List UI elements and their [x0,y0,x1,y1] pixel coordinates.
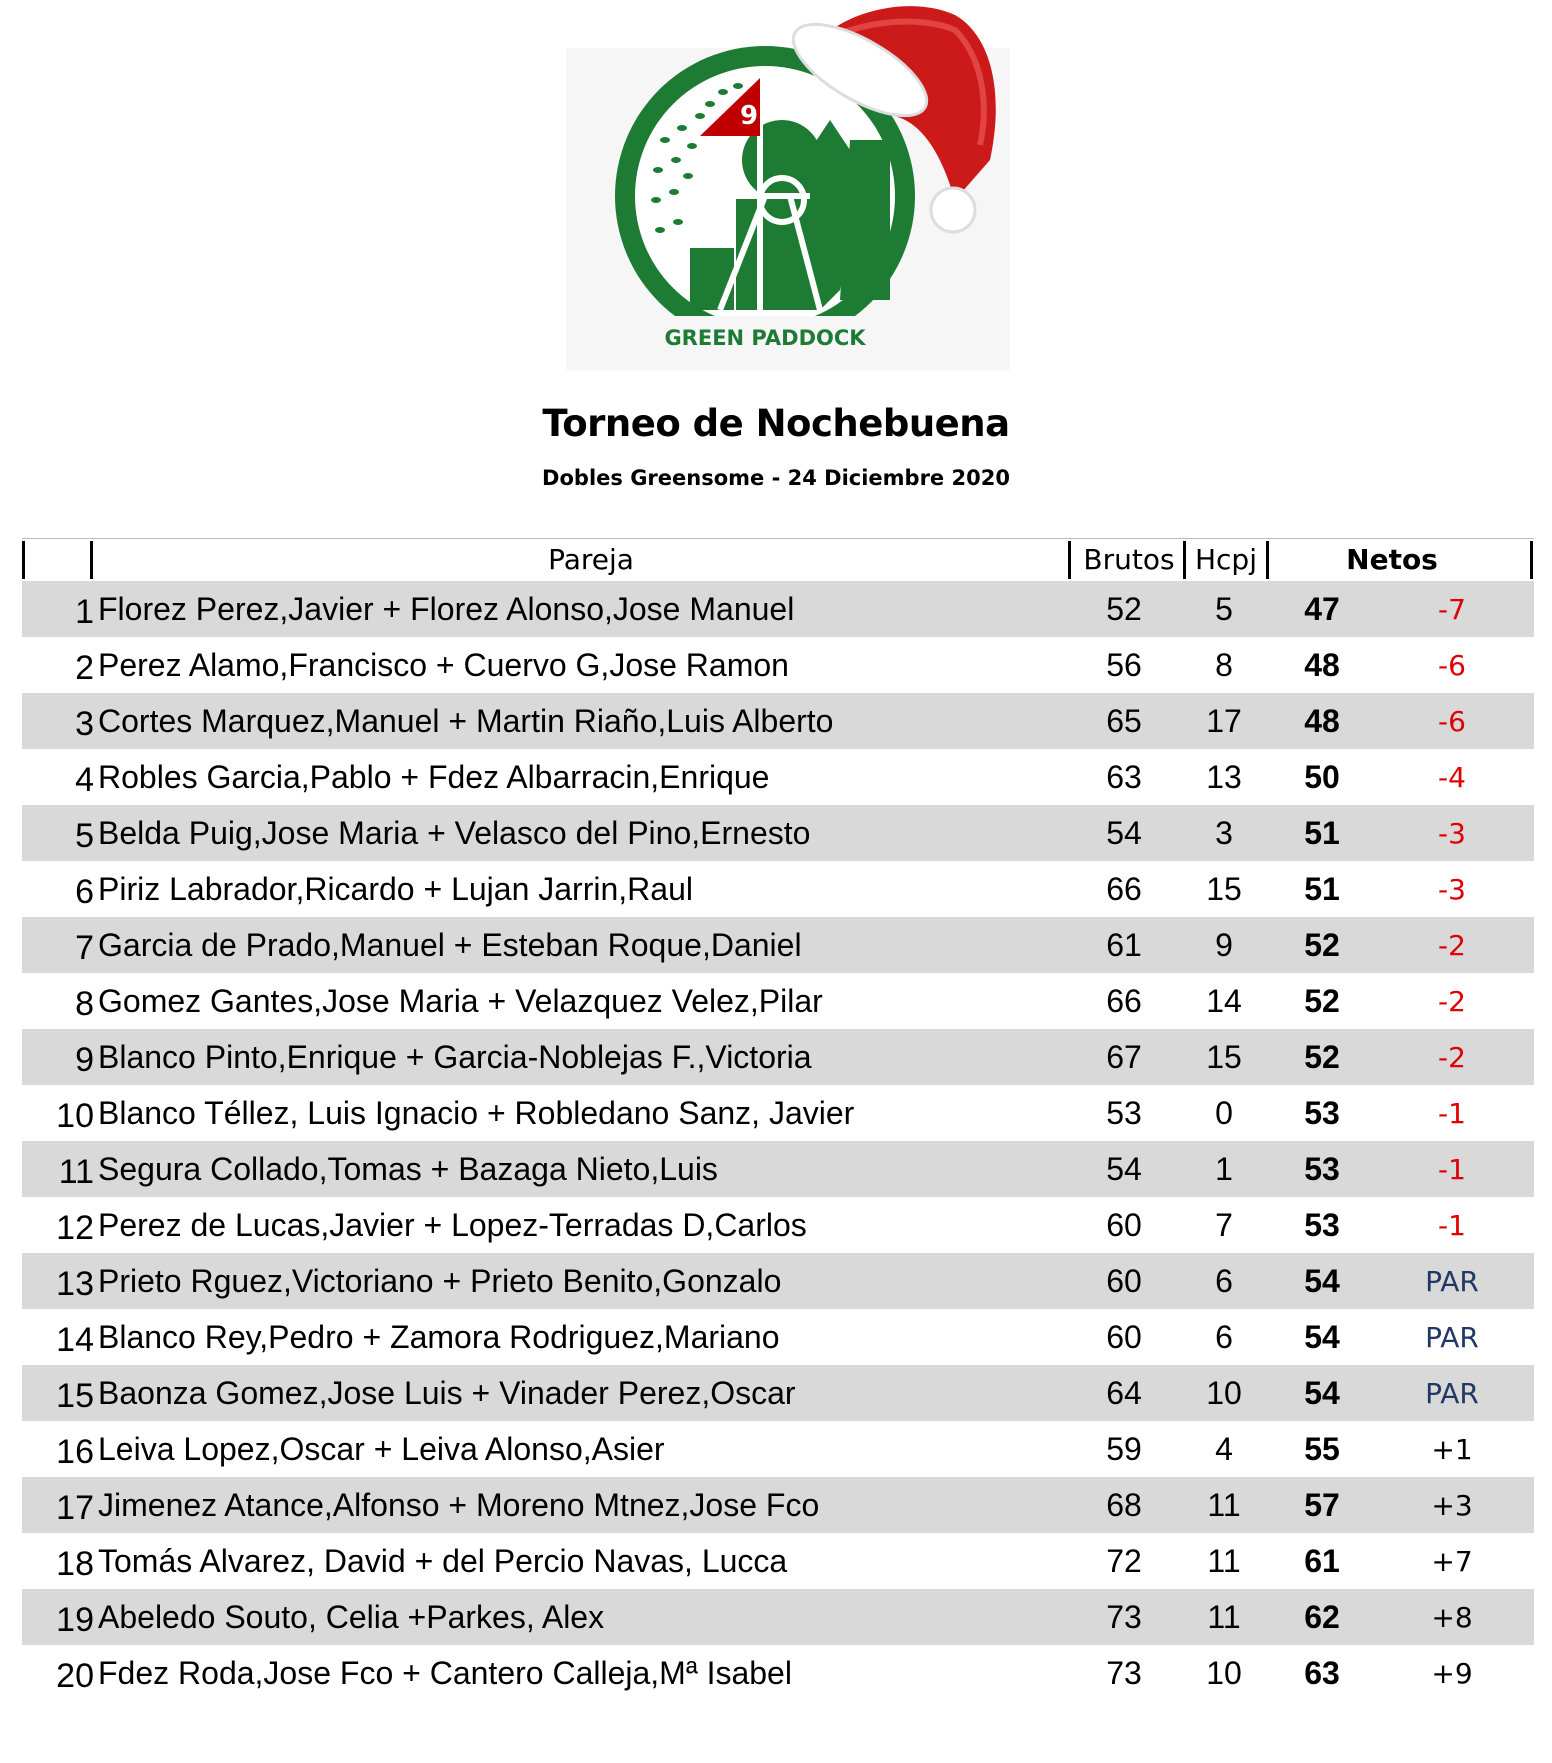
position-cell: 20 [56,1657,94,1695]
pareja-cell: Fdez Roda,Jose Fco + Cantero Calleja,Mª Isabel [98,1655,792,1691]
brutos-cell: 67 [1106,1039,1142,1075]
netos-cell: 47 [1304,591,1340,627]
brutos-cell: 72 [1106,1543,1142,1579]
pareja-cell: Segura Collado,Tomas + Bazaga Nieto,Luis [98,1151,718,1187]
netos-cell: 54 [1304,1263,1340,1299]
brutos-cell: 73 [1106,1599,1142,1635]
netos-cell: 54 [1304,1319,1340,1355]
brutos-cell: 61 [1106,927,1142,963]
brutos-cell: 52 [1106,591,1142,627]
netos-cell: 62 [1304,1599,1340,1635]
diff-cell: -7 [1438,593,1466,626]
hcpj-cell: 6 [1215,1263,1233,1299]
diff-cell: -3 [1438,817,1466,850]
pareja-cell: Abeledo Souto, Celia +Parkes, Alex [98,1599,605,1635]
brutos-cell: 68 [1106,1487,1142,1523]
position-cell: 14 [56,1321,94,1359]
brutos-cell: 54 [1106,1151,1142,1187]
brutos-cell: 60 [1106,1263,1142,1299]
table-row [22,1477,1534,1533]
table-row [22,1309,1534,1365]
pareja-cell: Perez de Lucas,Javier + Lopez-Terradas D,Carlos [98,1207,807,1243]
diff-cell: -1 [1438,1153,1466,1186]
page-title: Torneo de Nochebuena [542,402,1010,445]
hcpj-cell: 15 [1206,1039,1242,1075]
position-cell: 13 [56,1265,94,1303]
position-cell: 11 [58,1153,94,1191]
position-cell: 10 [56,1097,94,1135]
pareja-cell: Leiva Lopez,Oscar + Leiva Alonso,Asier [98,1431,665,1467]
table-row [22,1589,1534,1645]
hcpj-cell: 10 [1206,1375,1242,1411]
diff-cell: -6 [1438,649,1466,682]
table-row [22,1029,1534,1085]
hcpj-cell: 4 [1215,1431,1233,1467]
table-row [22,1253,1534,1309]
pareja-cell: Robles Garcia,Pablo + Fdez Albarracin,Enrique [98,759,770,795]
position-cell: 12 [56,1209,94,1247]
brutos-cell: 54 [1106,815,1142,851]
hcpj-cell: 6 [1215,1319,1233,1355]
brutos-cell: 60 [1106,1207,1142,1243]
pareja-cell: Prieto Rguez,Victoriano + Prieto Benito,Gonzalo [98,1263,782,1299]
netos-cell: 55 [1304,1431,1340,1467]
diff-cell: -4 [1438,761,1466,794]
diff-cell: -3 [1438,873,1466,906]
hcpj-cell: 14 [1206,983,1242,1019]
brutos-cell: 73 [1106,1655,1142,1691]
position-cell: 15 [56,1377,94,1415]
hcpj-cell: 0 [1215,1095,1233,1131]
table-row [22,917,1534,973]
netos-cell: 57 [1304,1487,1340,1523]
pareja-cell: Baonza Gomez,Jose Luis + Vinader Perez,Oscar [98,1375,796,1411]
diff-cell: +9 [1431,1657,1473,1690]
netos-cell: 52 [1304,1039,1340,1075]
netos-cell: 52 [1304,983,1340,1019]
diff-cell: -1 [1438,1209,1466,1242]
netos-cell: 63 [1304,1655,1340,1691]
pareja-cell: Gomez Gantes,Jose Maria + Velazquez Velez,Pilar [98,983,823,1019]
position-cell: 8 [75,985,94,1023]
position-cell: 9 [75,1041,94,1079]
hcpj-cell: 5 [1215,591,1233,627]
hcpj-cell: 15 [1206,871,1242,907]
pareja-cell: Florez Perez,Javier + Florez Alonso,Jose Manuel [98,591,795,627]
table-row [22,1197,1534,1253]
logo-text: GREEN PADDOCK [664,326,866,350]
netos-cell: 53 [1304,1151,1340,1187]
brutos-cell: 66 [1106,871,1142,907]
netos-cell: 53 [1304,1207,1340,1243]
position-cell: 5 [75,817,94,855]
table-row [22,805,1534,861]
table-row [22,581,1534,637]
table-header [22,538,1534,581]
pareja-cell: Garcia de Prado,Manuel + Esteban Roque,Daniel [98,927,802,963]
diff-cell: -1 [1438,1097,1466,1130]
header-netos: Netos [1346,543,1438,576]
header-hcpj: Hcpj [1194,543,1257,576]
position-cell: 17 [56,1489,94,1527]
table-row [22,1365,1534,1421]
pareja-cell: Jimenez Atance,Alfonso + Moreno Mtnez,Jose Fco [98,1487,820,1523]
diff-cell: -2 [1438,929,1466,962]
hcpj-cell: 11 [1207,1543,1241,1579]
diff-cell: -6 [1438,705,1466,738]
netos-cell: 51 [1304,871,1340,907]
hcpj-cell: 13 [1206,759,1242,795]
netos-cell: 48 [1304,647,1340,683]
hcpj-cell: 8 [1215,647,1233,683]
position-cell: 7 [75,929,94,967]
hcpj-cell: 11 [1207,1599,1241,1635]
diff-cell: PAR [1425,1377,1479,1410]
position-cell: 3 [75,705,94,743]
brutos-cell: 66 [1106,983,1142,1019]
table-row [22,637,1534,693]
position-cell: 18 [56,1545,94,1583]
brutos-cell: 63 [1106,759,1142,795]
pareja-cell: Blanco Pinto,Enrique + Garcia-Noblejas F.,Victoria [98,1039,812,1075]
hcpj-cell: 1 [1215,1151,1233,1187]
pareja-cell: Perez Alamo,Francisco + Cuervo G,Jose Ramon [98,647,789,683]
diff-cell: PAR [1425,1321,1479,1354]
header-brutos: Brutos [1083,543,1175,576]
table-row [22,1533,1534,1589]
brutos-cell: 65 [1106,703,1142,739]
pareja-cell: Blanco Téllez, Luis Ignacio + Robledano Sanz, Javier [98,1095,855,1131]
netos-cell: 52 [1304,927,1340,963]
hcpj-cell: 7 [1215,1207,1233,1243]
hcpj-cell: 9 [1215,927,1233,963]
hcpj-cell: 3 [1215,815,1233,851]
table-row [22,1141,1534,1197]
pareja-cell: Piriz Labrador,Ricardo + Lujan Jarrin,Raul [98,871,693,907]
netos-cell: 50 [1304,759,1340,795]
table-row [22,749,1534,805]
page-subtitle: Dobles Greensome - 24 Diciembre 2020 [542,466,1010,490]
brutos-cell: 56 [1106,647,1142,683]
position-cell: 2 [75,649,94,687]
pareja-cell: Cortes Marquez,Manuel + Martin Riaño,Luis Alberto [98,703,834,739]
netos-cell: 51 [1304,815,1340,851]
brutos-cell: 64 [1106,1375,1142,1411]
netos-cell: 48 [1304,703,1340,739]
netos-cell: 61 [1304,1543,1340,1579]
position-cell: 6 [75,873,94,911]
position-cell: 1 [75,593,94,631]
table-row [22,973,1534,1029]
table-row [22,1085,1534,1141]
pareja-cell: Belda Puig,Jose Maria + Velasco del Pino,Ernesto [98,815,811,851]
table-body [22,581,1534,1701]
netos-cell: 53 [1304,1095,1340,1131]
diff-cell: -2 [1438,985,1466,1018]
table-row [22,1421,1534,1477]
brutos-cell: 60 [1106,1319,1142,1355]
green-paddock-logo [560,0,1020,372]
position-cell: 4 [75,761,94,799]
brutos-cell: 59 [1106,1431,1142,1467]
results-table [22,538,1534,1701]
table-row [22,693,1534,749]
diff-cell: PAR [1425,1265,1479,1298]
hcpj-cell: 17 [1206,703,1242,739]
diff-cell: +3 [1431,1489,1473,1522]
position-cell: 19 [56,1601,94,1639]
table-row [22,1645,1534,1701]
flag-number: 9 [740,101,759,131]
diff-cell: -2 [1438,1041,1466,1074]
table-row [22,861,1534,917]
hcpj-cell: 11 [1207,1487,1241,1523]
brutos-cell: 53 [1106,1095,1142,1131]
diff-cell: +1 [1431,1433,1473,1466]
diff-cell: +7 [1431,1545,1473,1578]
pareja-cell: Blanco Rey,Pedro + Zamora Rodriguez,Mariano [98,1319,780,1355]
position-cell: 16 [56,1433,94,1471]
hcpj-cell: 10 [1206,1655,1242,1691]
pareja-cell: Tomás Alvarez, David + del Percio Navas, Lucca [98,1543,788,1579]
header-pareja: Pareja [548,543,634,576]
netos-cell: 54 [1304,1375,1340,1411]
diff-cell: +8 [1431,1601,1473,1634]
